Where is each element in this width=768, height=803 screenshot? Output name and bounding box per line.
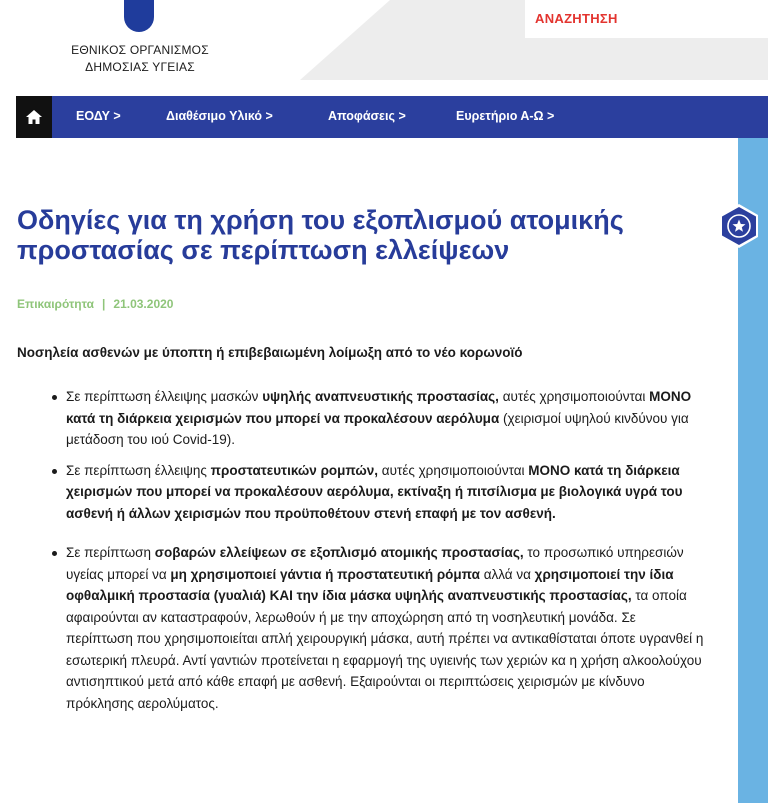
bullet-dot	[52, 395, 57, 400]
list-item	[52, 386, 704, 451]
text: τα οποία αφαιρούνται αν καταστραφούν, λερωθούν ή με την αποχώρηση από τη νοσηλευτική μονάδα. Σε περίπτωση που χρησιμοποιείται απλή χειρουργική μάσκα, αυτή πρέπει να αντικαθίσταται όποτε υγρανθεί η εσωτερική πλευρά. Αντί γαντιών προτείνεται η εφαρμογή της υγιεινής των χεριών κα η χρήση αλκοολούχου αντισηπτικού μετά από κάθε επαφή με ασθενή. Εξαιρούνται οι περιπτώσεις χειρισμών με κίνδυνο πρόκλησης αερολύματος.	[66, 588, 704, 711]
org-line-2: ΔΗΜΟΣΙΑΣ ΥΓΕΙΑΣ	[85, 60, 195, 74]
text: (χειρισμοί υψηλού κινδύνου για μετάδοση του ιού Covid-19).	[66, 410, 689, 447]
search-label: ΑΝΑΖΗΤΗΣΗ	[535, 11, 618, 26]
bold-text: χρησιμοποιεί την ίδια οφθαλμική προστασία (γυαλιά) ΚΑΙ την ίδια μάσκα υψηλής αναπνευστικής προστασίας,	[66, 566, 674, 603]
main-nav	[16, 96, 768, 138]
bullet-dot	[52, 469, 57, 474]
text: το προσωπικό υπηρεσιών υγείας μπορεί να	[66, 545, 684, 582]
category-link[interactable]: Επικαιρότητα	[17, 297, 95, 311]
text: Σε περίπτωση	[66, 545, 155, 560]
text: αυτές χρησιμοποιούνται	[378, 462, 529, 478]
org-line-1: ΕΘΝΙΚΟΣ ΟΡΓΑΝΙΣΜΟΣ	[71, 43, 209, 57]
text: Σε περίπτωση έλλειψης μασκών	[66, 389, 263, 404]
organization-name[interactable]	[58, 42, 222, 76]
bullet-dot	[52, 551, 57, 556]
bold-text: προστατευτικών ρομπών,	[210, 462, 379, 478]
guidelines-list	[52, 386, 704, 714]
list-item	[52, 542, 704, 714]
bold-text: υψηλής αναπνευστικής προστασίας,	[262, 389, 499, 404]
text: Σε περίπτωση έλλειψης	[66, 462, 211, 478]
home-button[interactable]	[16, 96, 52, 138]
nav-item-decisions[interactable]: Αποφάσεις >	[328, 109, 406, 123]
list-item	[52, 460, 704, 525]
star-badge-icon[interactable]	[716, 203, 762, 249]
bold-text: ΜΟΝΟ κατά τη διάρκεια χειρισμών που μπορεί να προκαλέσουν αερόλυμα	[66, 389, 692, 426]
article-meta	[17, 297, 173, 311]
bold-text: μη χρησιμοποιεί γάντια ή προστατευτική ρόμπα	[170, 566, 480, 582]
nav-item-available-material[interactable]: Διαθέσιμο Υλικό >	[166, 109, 273, 123]
meta-separator: |	[102, 297, 106, 311]
article-subtitle: Νοσηλεία ασθενών με ύποπτη ή επιβεβαιωμένη λοίμωξη από το νέο κορωνοϊό	[17, 345, 523, 360]
text: αυτές χρησιμοποιούνται	[498, 389, 650, 404]
nav-item-index[interactable]: Ευρετήριο Α-Ω >	[456, 109, 555, 123]
bold-text: σοβαρών ελλείψεων σε εξοπλισμό ατομικής προστασίας,	[154, 545, 524, 560]
home-icon	[26, 110, 42, 124]
logo[interactable]	[124, 0, 154, 32]
page-title: Οδηγίες για τη χρήση του εξοπλισμού ατομικής προστασίας σε περίπτωση ελλείψεων	[17, 205, 624, 265]
search-button[interactable]	[525, 0, 768, 38]
text: αλλά να	[479, 566, 535, 582]
publish-date: 21.03.2020	[113, 297, 174, 311]
bold-text: ΜΟΝΟ κατά τη διάρκεια χειρισμών που μπορεί να προκαλέσουν αερόλυμα, εκτίναξη ή πιτσίλισμα με βιολογικά υγρά του ασθενή ή άλλων χειρισμών που προϋποθέτουν στενή επαφή με τον ασθενή.	[66, 462, 683, 521]
nav-item-eody[interactable]: ΕΟΔΥ >	[76, 109, 121, 123]
